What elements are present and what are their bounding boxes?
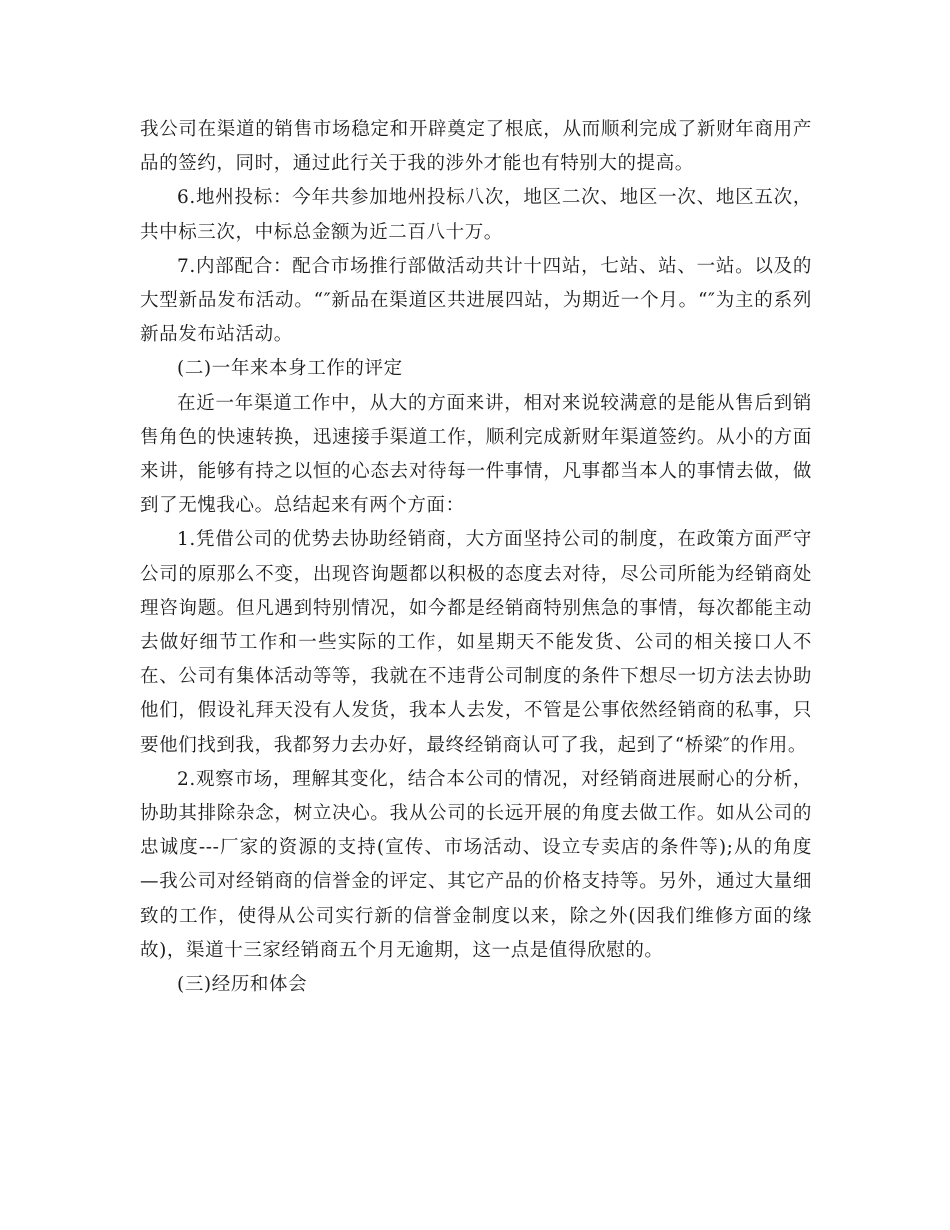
section-heading-experience: (三)经历和体会 bbox=[177, 974, 308, 996]
paragraph-channel-market: 我公司在渠道的销售市场稳定和开辟奠定了根底，从而顺利完成了新财年商用产品的签约，同时，通过此行关于我的涉外才能也有特别大的提高。 bbox=[140, 119, 812, 175]
document-body bbox=[140, 113, 812, 1002]
section-heading-self-evaluation: (二)一年来本身工作的评定 bbox=[177, 358, 403, 380]
paragraph-regional-bidding: 6.地州投标：今年共参加地州投标八次，地区二次、地区一次、地区五次，共中标三次，中标总金额为近二百八十万。 bbox=[140, 187, 812, 243]
paragraph-internal-cooperation: 7.内部配合：配合市场推行部做活动共计十四站，七站、站、一站。以及的大型新品发布活动。“″新品在渠道区共进展四站，为期近一个月。“″为主的系列新品发布站活动。 bbox=[140, 255, 812, 346]
paragraph-point-two: 2.观察市场，理解其变化，结合本公司的情况，对经销商进展耐心的分析，协助其排除杂念，树立决心。我从公司的长远开展的角度去做工作。如从公司的忠诚度---厂家的资源的支持(宣传、市场活动、设立专卖店的条件等);从的角度—我公司对经销商的信誉金的评定、其它产品的价格支持等。另外，通过大量细致的工作，使得从公司实行新的信誉金制度以来，除之外(因我们维修方面的缘故)，渠道十三家经销商五个月无逾期，这一点是值得欣慰的。 bbox=[140, 768, 812, 961]
paragraph-evaluation-summary: 在近一年渠道工作中，从大的方面来讲，相对来说较满意的是能从售后到销售角色的快速转换，迅速接手渠道工作，顺利完成新财年渠道签约。从小的方面来讲，能够有持之以恒的心态去对待每一件事情，凡事都当本人的事情去做，做到了无愧我心。总结起来有两个方面： bbox=[140, 392, 812, 517]
paragraph-point-one: 1.凭借公司的优势去协助经销商，大方面坚持公司的制度，在政策方面严守公司的原那么不变，出现咨询题都以积极的态度去对待，尽公司所能为经销商处理咨询题。但凡遇到特别情况，如今都是经销商特别焦急的事情，每次都能主动去做好细节工作和一些实际的工作，如星期天不能发货、公司的相关接口人不在、公司有集体活动等等，我就在不违背公司制度的条件下想尽一切方法去协助他们，假设礼拜天没有人发货，我本人去发，不管是公事依然经销商的私事，只要他们找到我，我都努力去办好，最终经销商认可了我，起到了“桥梁″的作用。 bbox=[140, 529, 812, 756]
